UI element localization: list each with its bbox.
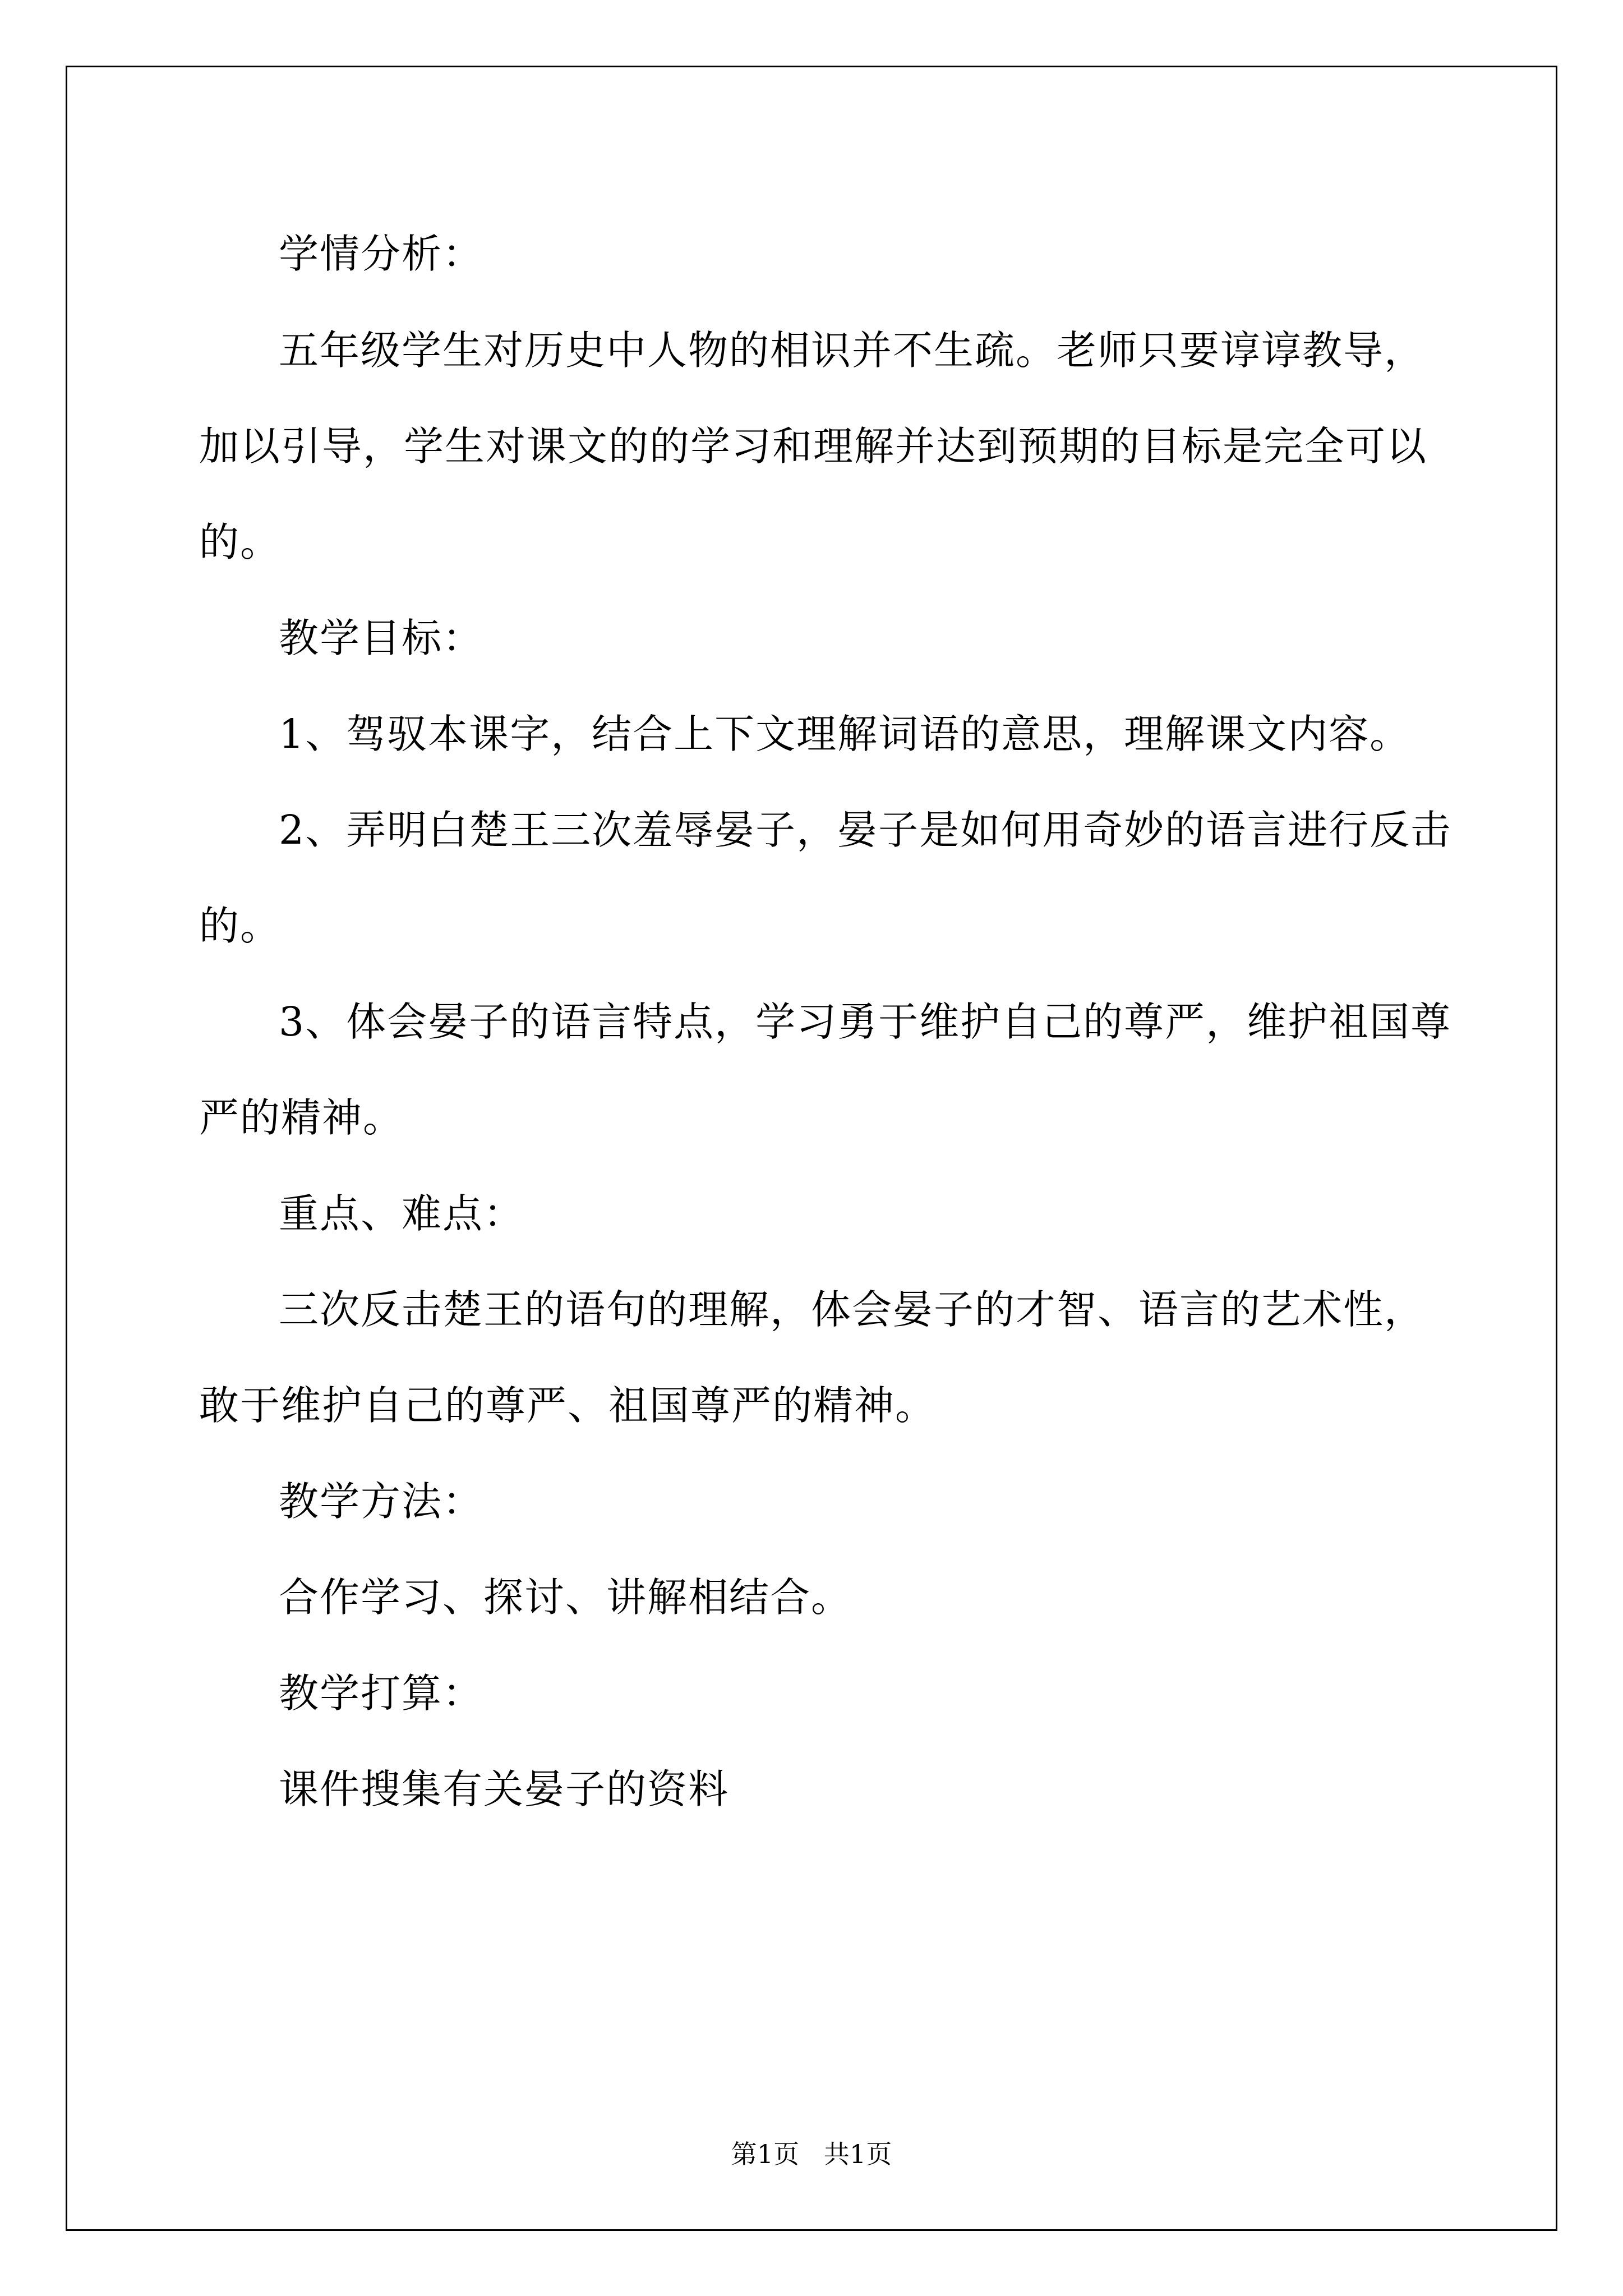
paragraph-line: 的。: [199, 903, 282, 949]
paragraph-line: 五年级学生对历史中人物的相识并不生疏。老师只要谆谆教导，: [279, 327, 1426, 374]
paragraph-line: 1、驾驭本课字，结合上下文理解词语的意思，理解课文内容。: [279, 711, 1411, 757]
heading-key-points: 重点、难点：: [279, 1190, 525, 1237]
heading-learning-analysis: 学情分析：: [279, 231, 484, 277]
paragraph-line: 合作学习、探讨、讲解相结合。: [279, 1574, 852, 1621]
paragraph-line: 严的精神。: [199, 1094, 404, 1141]
heading-teaching-goals: 教学目标：: [279, 615, 484, 661]
paragraph-line: 课件搜集有关晏子的资料: [279, 1766, 730, 1812]
heading-teaching-preparation: 教学打算：: [279, 1670, 484, 1717]
paragraph-line: 3、体会晏子的语言特点，学习勇于维护自己的尊严，维护祖国尊: [279, 999, 1452, 1045]
paragraph-line: 2、弄明白楚王三次羞辱晏子，晏子是如何用奇妙的语言进行反击: [279, 807, 1452, 853]
paragraph-line: 加以引导，学生对课文的的学习和理解并达到预期的目标是完全可以: [199, 423, 1428, 470]
paragraph-line: 三次反击楚王的语句的理解，体会晏子的才智、语言的艺术性，: [279, 1286, 1426, 1333]
paragraph-line: 的。: [199, 519, 282, 565]
heading-teaching-methods: 教学方法：: [279, 1478, 484, 1525]
page-number-footer: 第1页 共1页: [731, 2139, 892, 2169]
paragraph-line: 敢于维护自己的尊严、祖国尊严的精神。: [199, 1382, 937, 1429]
page-border: [66, 66, 1557, 2231]
